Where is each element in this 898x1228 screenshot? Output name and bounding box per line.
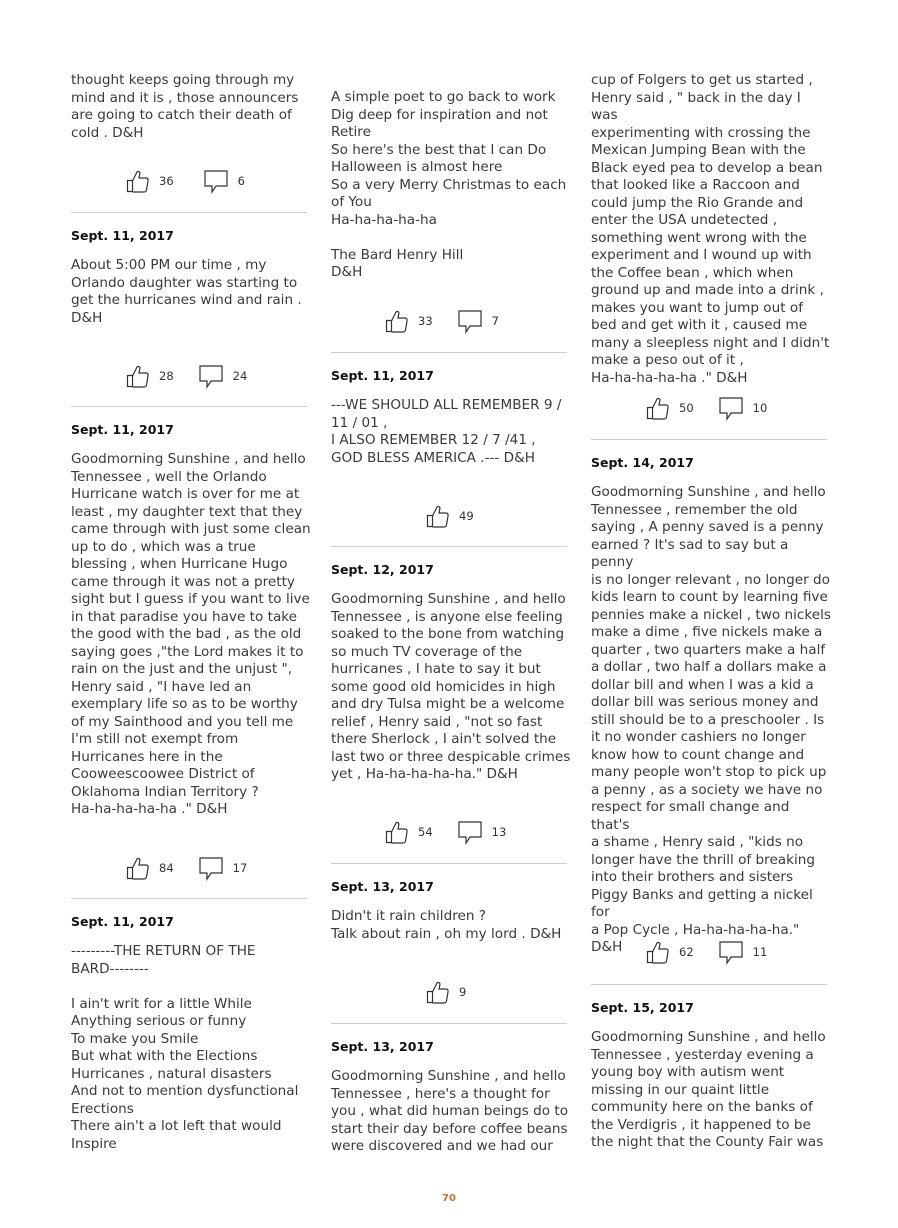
reactions-bar [126,362,247,390]
comment-count: 24 [232,369,248,383]
comment-count: 17 [232,861,248,875]
thumbs-up-icon[interactable] [426,503,450,529]
post-date: Sept. 15, 2017 [591,1000,694,1015]
like-count: 9 [459,985,467,999]
thumbs-up-icon[interactable] [126,363,150,389]
comment-icon[interactable] [198,855,224,881]
like-count: 54 [418,825,433,839]
thumbs-up-icon[interactable] [646,395,670,421]
divider [331,546,567,547]
post-date: Sept. 11, 2017 [331,368,434,383]
divider [331,863,567,864]
thumbs-up-icon[interactable] [385,308,409,334]
reactions-bar [646,938,767,966]
post-date: Sept. 14, 2017 [591,455,694,470]
divider [71,212,307,213]
comment-icon[interactable] [457,308,483,334]
post-date: Sept. 11, 2017 [71,914,174,929]
post-text: cup of Folgers to get us started , Henry said , " back in the day I was experimenting with crossing the Mexican Jumping Bean with the Black eyed pea to develop a bean that looked like a Raccoon and could jump the Rio Grande and enter the USA undetected , something went wrong with the experiment and I wound up with the Coffee bean , which when ground up and made into a drink , makes you want to jump out of bed and get with it , caused me many a sleepless night and I didn't make a peso out of it , Ha-ha-ha-ha-ha ." D&H [591,72,830,386]
like-count: 62 [679,945,694,959]
divider [591,984,827,985]
like-count: 49 [459,509,474,523]
thumbs-up-icon[interactable] [126,168,150,194]
comment-icon[interactable] [457,819,483,845]
like-count: 50 [679,401,694,415]
thumbs-up-icon[interactable] [646,939,670,965]
comment-count: 7 [491,314,499,328]
post-text: Goodmorning Sunshine , and hello Tennessee , is anyone else feeling soaked to the bone from watching so much TV coverage of the hurricanes , I hate to say it but some good old homicides in high and dry Tulsa might be a welcome relief , Henry said , "not so fast there Sherlock , I ain't solved the last two or three despicable crimes yet , Ha-ha-ha-ha-ha." D&H [331,591,571,782]
thumbs-up-icon[interactable] [426,979,450,1005]
post-text: Goodmorning Sunshine , and hello Tennessee , remember the old saying , A penny saved is a penny earned ? It's sad to say but a penny is no longer relevant , no longer do kids learn to count by learning five pennies make a nickel , two nickels make a dime , five nickels make a quarter , two quarters make a half a dollar , two half a dollars make a dollar bill and when I was a kid a dollar bill was serious money and still should be to a preschooler . Is it no wonder cashiers no longer know how to count change and many people won't stop to pick up a penny , as a society we have no respect for small change and that's a shame , Henry said , "kids no longer have the thrill of breaking into their brothers and sisters Piggy Banks and getting a nickel for a Pop Cycle , Ha-ha-ha-ha-ha." D&H [591,484,831,955]
post-date: Sept. 11, 2017 [71,422,174,437]
divider [331,1023,567,1024]
page-number: 70 [442,1193,456,1204]
comment-icon[interactable] [718,939,744,965]
thumbs-up-icon[interactable] [385,819,409,845]
like-count: 28 [159,369,174,383]
reactions-bar [385,818,506,846]
post-date: Sept. 12, 2017 [331,562,434,577]
reactions-bar [646,394,767,422]
comment-count: 10 [752,401,768,415]
post-date: Sept. 13, 2017 [331,1039,434,1054]
post-text: A simple poet to go back to work Dig deep for inspiration and not Retire So here's the best that I can Do Halloween is almost here So a very Merry Christmas to each of You Ha-ha-ha-ha-ha The Bard Henry Hill D&H [331,89,567,280]
post-text: Goodmorning Sunshine , and hello Tennessee , here's a thought for you , what did human beings do to start their day before coffee beans were discovered and we had our [331,1068,569,1154]
comment-icon[interactable] [718,395,744,421]
reactions-bar [426,502,474,530]
reactions-bar [426,978,466,1006]
post-text: thought keeps going through my mind and it is , those announcers are going to catch their death of cold . D&H [71,72,299,141]
thumbs-up-icon[interactable] [126,855,150,881]
like-count: 84 [159,861,174,875]
post-text: About 5:00 PM our time , my Orlando daughter was starting to get the hurricanes wind and rain . D&H [71,257,302,326]
divider [331,352,567,353]
post-text: ---WE SHOULD ALL REMEMBER 9 / 11 / 01 , I ALSO REMEMBER 12 / 7 /41 , GOD BLESS AMERICA .--- D&H [331,397,562,466]
post-text: ---------THE RETURN OF THE BARD-------- I ain't writ for a little While Anything serious or funny To make you Smile But what with the Elections Hurricanes , natural disasters And not to mention dysfunctional Erections There ain't a lot left that would Inspire [71,943,299,1152]
post-date: Sept. 11, 2017 [71,228,174,243]
divider [591,439,827,440]
reactions-bar [385,307,499,335]
post-text: Goodmorning Sunshine , and hello Tennessee , well the Orlando Hurricane watch is over for me at least , my daughter text that they came through with just some clean up to do , which was a true blessing , when Hurricane Hugo came through it was not a pretty sight but I guess if you want to live in that paradise you have to take the good with the bad , as the old saying goes ,"the Lord makes it to rain on the just and the unjust ", Henry said , "I have led an exemplary life so as to be worthy of my Sainthood and you tell me I'm still not exempt from Hurricanes here in the Cooweescoowee District of Oklahoma Indian Territory ? Ha-ha-ha-ha-ha ." D&H [71,451,311,817]
comment-count: 13 [491,825,507,839]
comment-count: 6 [237,174,245,188]
post-date: Sept. 13, 2017 [331,879,434,894]
like-count: 36 [159,174,174,188]
divider [71,898,307,899]
comment-icon[interactable] [203,168,229,194]
post-text: Goodmorning Sunshine , and hello Tennessee , yesterday evening a young boy with autism went missing in our quaint little community here on the banks of the Verdigris , it happened to be the night that the County Fair was [591,1029,826,1150]
reactions-bar [126,167,245,195]
comment-count: 11 [752,945,768,959]
comment-icon[interactable] [198,363,224,389]
reactions-bar [126,854,247,882]
post-text: Didn't it rain children ? Talk about rain , oh my lord . D&H [331,908,562,942]
divider [71,406,307,407]
like-count: 33 [418,314,433,328]
